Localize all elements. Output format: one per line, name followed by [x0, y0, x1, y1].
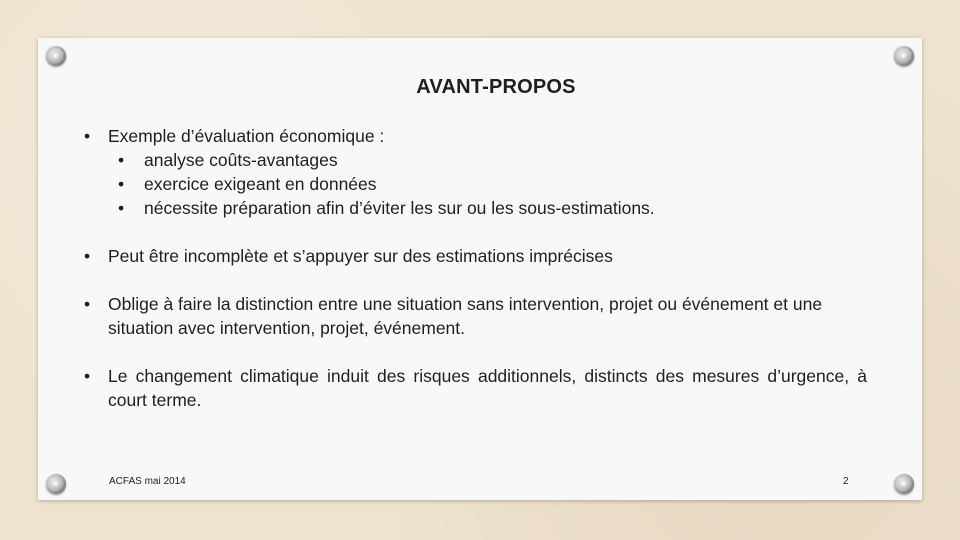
bullet-item: [80, 292, 867, 340]
sub-bullet-list: [108, 148, 867, 220]
thumbtack-icon: [894, 474, 914, 494]
thumbtack-icon: [46, 46, 66, 66]
bullet-dot: •: [118, 174, 125, 194]
bullet-text: Oblige à faire la distinction entre une situation sans intervention, projet ou événement et une situation avec intervention, projet, événement.: [108, 294, 823, 338]
sub-bullet-text: nécessite préparation afin d’éviter les sur ou les sous-estimations.: [144, 198, 655, 218]
page-number: 2: [843, 476, 849, 487]
sub-bullet-item: [108, 196, 867, 220]
bullet-text: Le changement climatique induit des risques additionnels, distincts des mesures d’urgence, à court terme.: [108, 366, 867, 410]
slide-title: AVANT-PROPOS: [416, 76, 576, 98]
bullet-dot: •: [118, 198, 125, 218]
bullet-text: Peut être incomplète et s’appuyer sur des estimations imprécises: [108, 246, 613, 266]
bullet-text: Exemple d’évaluation économique :: [108, 126, 385, 146]
bullet-dot: •: [118, 150, 125, 170]
sub-bullet-text: analyse coûts-avantages: [144, 150, 338, 170]
footer-text: ACFAS mai 2014: [109, 476, 186, 487]
bullet-dot: •: [84, 294, 91, 314]
slide-body: [80, 124, 867, 436]
sub-bullet-text: exercice exigeant en données: [144, 174, 377, 194]
thumbtack-icon: [894, 46, 914, 66]
bullet-item: [80, 124, 867, 220]
bullet-item: [80, 244, 867, 268]
bullet-item: [80, 364, 867, 412]
bullet-dot: •: [84, 246, 91, 266]
sub-bullet-item: [108, 172, 867, 196]
bullet-dot: •: [84, 126, 91, 146]
sub-bullet-item: [108, 148, 867, 172]
thumbtack-icon: [46, 474, 66, 494]
bullet-dot: •: [84, 366, 91, 386]
